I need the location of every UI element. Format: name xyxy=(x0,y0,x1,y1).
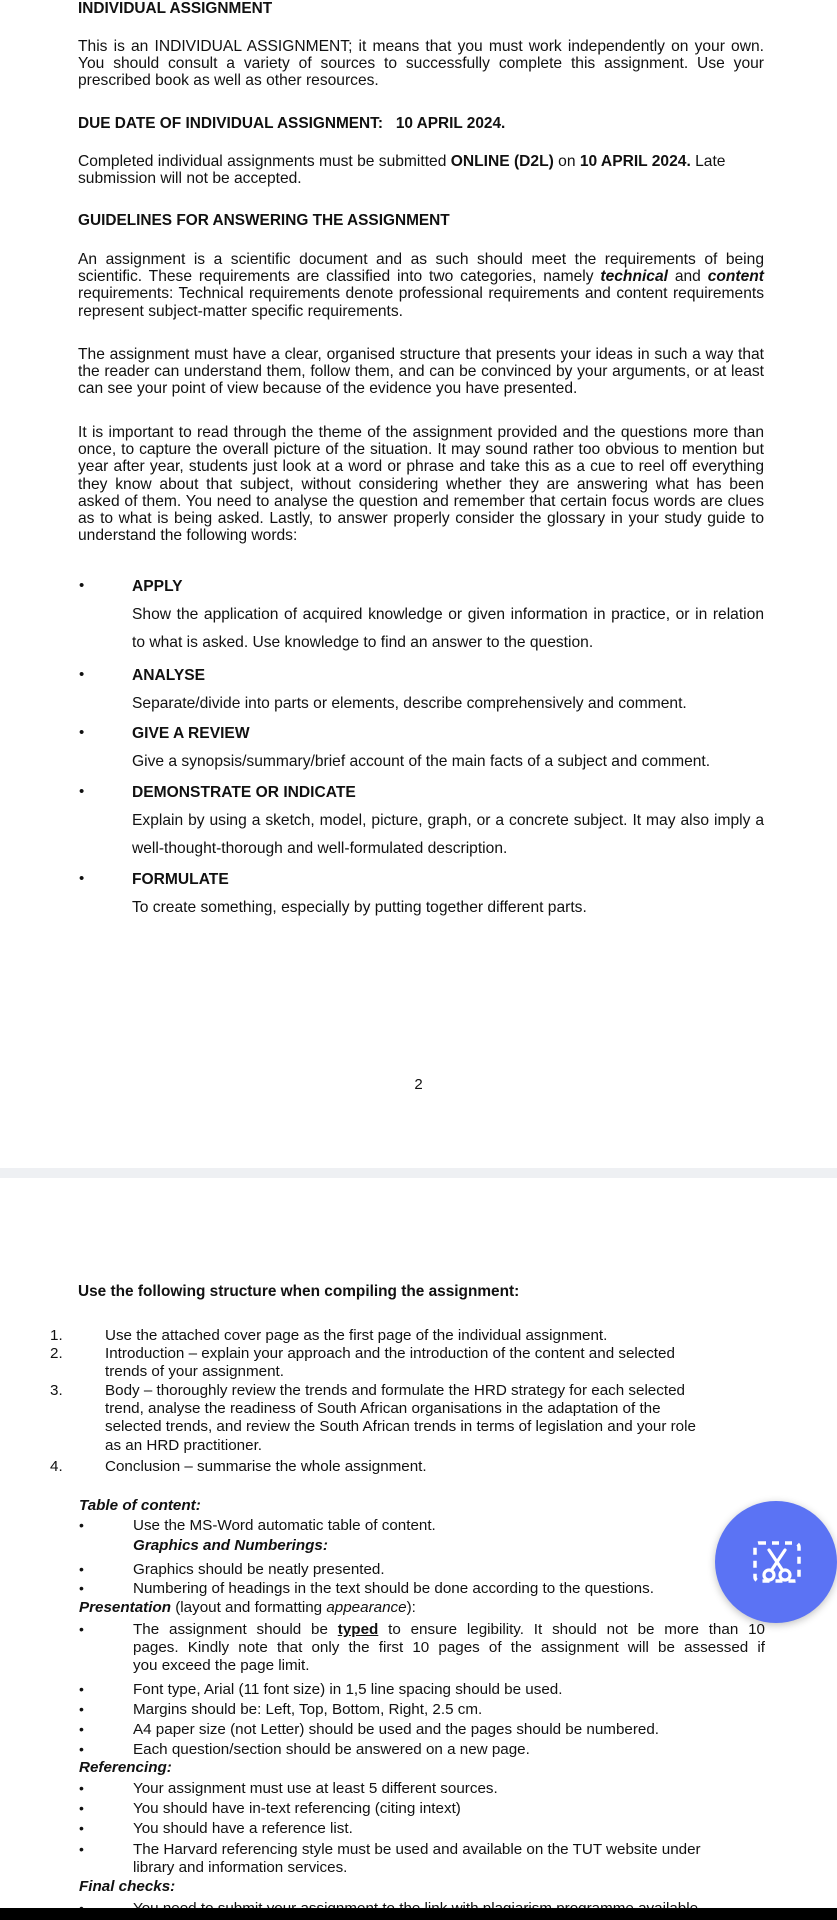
step-line: trends of your assignment. xyxy=(105,1363,284,1381)
bullet: • xyxy=(79,1800,84,1816)
referencing-item-2: You should have in-text referencing (citing intext) xyxy=(133,1800,461,1817)
guidelines-paragraph-3: It is important to read through the theme of the assignment provided and the questions more than once, to capture the overall picture of the situation. It may sound rather too obvious to mention but year after year, students just look at a word or phrase and take this as a cue to reel off everything they know about that subject, without considering whether they are answering what has been asked of them. You need to analyse the question and remember that certain focus words are clues as to what is being asked. Lastly, to answer properly consider the glossary in your study guide to understand the following words: xyxy=(78,424,764,545)
bullet: • xyxy=(79,1580,84,1596)
due-date-label: DUE DATE OF INDIVIDUAL ASSIGNMENT: xyxy=(78,115,383,132)
presentation-paren-a: (layout and formatting xyxy=(171,1599,327,1616)
bullet: • xyxy=(79,724,85,741)
pres-line-1 xyxy=(133,1621,765,1639)
graphics-item-1: Graphics should be neatly presented. xyxy=(133,1561,385,1578)
bullet: • xyxy=(79,1721,84,1737)
g1-content: content xyxy=(707,268,764,286)
step-line: Conclusion – summarise the whole assignment. xyxy=(105,1458,427,1475)
step-number: 3. xyxy=(50,1382,63,1399)
step-1-text xyxy=(105,1327,765,1345)
submission-text-b: on xyxy=(553,153,580,170)
glossary-term-analyse: ANALYSE xyxy=(132,667,206,684)
screenshot-capture-button[interactable] xyxy=(715,1501,837,1623)
due-date-value: 10 APRIL 2024. xyxy=(395,115,506,132)
presentation-item-typed xyxy=(133,1621,765,1676)
presentation-heading: Presentation xyxy=(79,1599,171,1616)
submission-date: 10 APRIL 2024. xyxy=(579,153,691,170)
step-number: 1. xyxy=(50,1327,63,1344)
referencing-item-3: You should have a reference list. xyxy=(133,1820,353,1837)
bullet: • xyxy=(79,577,85,594)
bullet: • xyxy=(79,783,85,800)
page-number: 2 xyxy=(414,1076,423,1093)
step-line: Use the attached cover page as the first page of the individual assignment. xyxy=(105,1327,608,1344)
bullet: • xyxy=(79,1621,84,1637)
glossary-term-formulate: FORMULATE xyxy=(132,871,229,888)
step-4-text xyxy=(105,1458,765,1476)
submission-online: ONLINE (D2L) xyxy=(450,153,554,170)
guidelines-heading: GUIDELINES FOR ANSWERING THE ASSIGNMENT xyxy=(78,212,450,229)
g1-text-c: requirements: Technical requirements denote professional requirements and content requirements represent subject-matter specific requirements. xyxy=(78,285,764,320)
step-number: 2. xyxy=(50,1345,63,1362)
glossary-term-review: GIVE A REVIEW xyxy=(132,725,250,742)
pres-line-2: pages. Kindly note that only the first 10 pages of the assignment will be assessed if xyxy=(133,1639,765,1657)
presentation-paren-c: ): xyxy=(406,1599,416,1616)
glossary-term-apply: APPLY xyxy=(132,578,183,595)
ref-line-2: library and information services. xyxy=(133,1859,348,1877)
bullet: • xyxy=(79,870,85,887)
presentation-item-font: Font type, Arial (11 font size) in 1,5 line spacing should be used. xyxy=(133,1681,563,1698)
presentation-item-paper: A4 paper size (not Letter) should be used and the pages should be numbered. xyxy=(133,1721,660,1738)
step-line: selected trends, and review the South African trends in terms of legislation and your role xyxy=(105,1418,696,1436)
glossary-desc-apply: Show the application of acquired knowledge or given information in practice, or in relation to what is asked. Use knowledge to find an answer to the question. xyxy=(132,606,764,651)
g1-text-b: and xyxy=(667,268,708,286)
due-date-line xyxy=(78,115,764,132)
g1-text-a: An assignment is a scientific document and as such should meet the requirements of being scientific. These requirements are classified into two categories, namely xyxy=(78,251,764,286)
presentation-heading-line xyxy=(79,1599,416,1617)
intro-paragraph: This is an INDIVIDUAL ASSIGNMENT; it means that you must work independently on your own. You should consult a variety of sources to successfully complete this assignment. Use your prescribed book as well as other resources. xyxy=(78,38,764,90)
step-line: Body – thoroughly review the trends and formulate the HRD strategy for each selected xyxy=(105,1382,685,1399)
referencing-heading: Referencing: xyxy=(79,1759,172,1776)
submission-text-c: Late submission will not be accepted. xyxy=(78,153,726,188)
glossary-desc-analyse: Separate/divide into parts or elements, describe comprehensively and comment. xyxy=(132,695,687,712)
toc-heading: Table of content: xyxy=(79,1497,201,1514)
g1-technical: technical xyxy=(600,268,668,286)
referencing-item-4 xyxy=(133,1841,765,1877)
step-2-text xyxy=(105,1345,765,1381)
graphics-heading: Graphics and Numberings: xyxy=(133,1537,328,1554)
pres-typed-b: to ensure legibility. It should not be more than 10 xyxy=(378,1621,765,1638)
ref-line-1: The Harvard referencing style must be used and available on the TUT website under xyxy=(133,1841,701,1858)
submission-text-a: Completed individual assignments must be submitted xyxy=(78,153,451,170)
guidelines-paragraph-1 xyxy=(78,251,764,320)
pres-typed-a: The assignment should be xyxy=(133,1621,338,1638)
pres-line-3: you exceed the page limit. xyxy=(133,1657,310,1675)
bullet: • xyxy=(79,1681,84,1697)
bullet: • xyxy=(79,666,85,683)
presentation-paren-b: appearance xyxy=(326,1599,407,1616)
bullet: • xyxy=(79,1561,84,1577)
submission-paragraph xyxy=(78,153,764,187)
assignment-heading: INDIVIDUAL ASSIGNMENT xyxy=(78,0,273,17)
step-number: 4. xyxy=(50,1458,63,1475)
presentation-item-newpage: Each question/section should be answered on a new page. xyxy=(133,1741,530,1758)
step-line: trend, analyse the readiness of South African organisations in the adaptation of the xyxy=(105,1400,661,1418)
step-line: as an HRD practitioner. xyxy=(105,1436,263,1454)
bottom-bar xyxy=(0,1908,837,1920)
guidelines-paragraph-2: The assignment must have a clear, organised structure that presents your ideas in such a way that the reader can understand them, follow them, and can be convinced by your arguments, or at least can see your point of view because of the evidence you have presented. xyxy=(78,346,764,398)
bullet: • xyxy=(79,1841,84,1857)
bullet: • xyxy=(79,1517,84,1533)
step-3-text xyxy=(105,1382,765,1455)
toc-item: Use the MS-Word automatic table of content. xyxy=(133,1517,436,1534)
step-line: Introduction – explain your approach and the introduction of the content and selected xyxy=(105,1345,675,1362)
bullet: • xyxy=(79,1701,84,1717)
bullet: • xyxy=(79,1780,84,1796)
final-checks-heading: Final checks: xyxy=(79,1878,176,1895)
presentation-item-margins: Margins should be: Left, Top, Bottom, Right, 2.5 cm. xyxy=(133,1701,483,1718)
bullet: • xyxy=(79,1820,84,1836)
graphics-item-2: Numbering of headings in the text should be done according to the questions. xyxy=(133,1580,654,1597)
structure-heading: Use the following structure when compiling the assignment: xyxy=(78,1283,520,1300)
document-page-2 xyxy=(0,1178,837,1920)
glossary-desc-demonstrate: Explain by using a sketch, model, picture, graph, or a concrete subject. It may also imply a well-thought-thorough and well-formulated description. xyxy=(132,812,764,857)
bullet: • xyxy=(79,1741,84,1757)
glossary-term-demonstrate: DEMONSTRATE OR INDICATE xyxy=(132,784,356,801)
glossary-desc-review: Give a synopsis/summary/brief account of the main facts of a subject and comment. xyxy=(132,753,711,770)
glossary-desc-formulate: To create something, especially by putting together different parts. xyxy=(132,899,587,916)
page-separator xyxy=(0,1168,837,1178)
referencing-item-1: Your assignment must use at least 5 different sources. xyxy=(133,1780,498,1797)
screenshot-scissors-icon xyxy=(752,1538,802,1588)
pres-typed-word: typed xyxy=(337,1621,379,1638)
